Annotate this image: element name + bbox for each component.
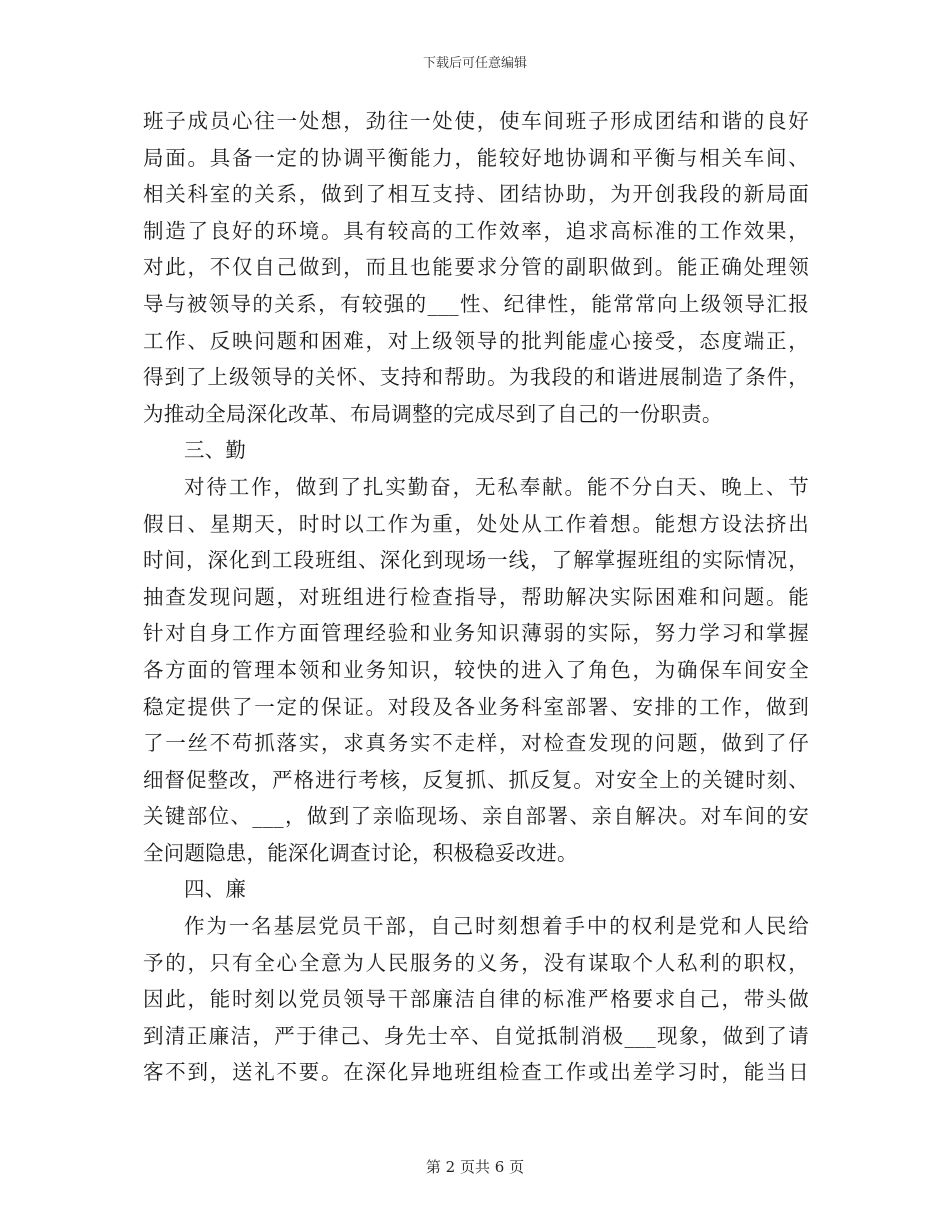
body-line: 了一丝不苟抓落实，求真务实不走样，对检查发现的问题，做到了仔 (143, 731, 809, 756)
body-line: 全问题隐患，能深化调查讨论，积极稳妥改进。 (143, 840, 578, 865)
body-line: 制造了良好的环境。具有较高的工作效率，追求高标准的工作效果， (143, 218, 809, 243)
section-heading-qin: 三、勤 (184, 438, 247, 463)
body-line: 作为一名基层党员干部，自己时刻想着手中的权利是党和人民给 (184, 914, 809, 939)
document-body (143, 103, 809, 1091)
body-line: 假日、星期天，时时以工作为重，处处从工作着想。能想方设法挤出 (143, 511, 809, 536)
body-line: 客不到，送礼不要。在深化异地班组检查工作或出差学习时，能当日 (143, 1060, 809, 1085)
body-line: 关键部位、___，做到了亲临现场、亲自部署、亲自解决。对车间的安 (143, 804, 809, 829)
body-line: 抽查发现问题，对班组进行检查指导，帮助解决实际困难和问题。能 (143, 584, 809, 609)
body-line: 各方面的管理本领和业务知识，较快的进入了角色，为确保车间安全 (143, 657, 809, 682)
body-line: 稳定提供了一定的保证。对段及各业务科室部署、安排的工作，做到 (143, 694, 809, 719)
body-line: 到清正廉洁，严于律己、身先士卒、自觉抵制消极___现象，做到了请 (143, 1023, 809, 1048)
body-line: 相关科室的关系，做到了相互支持、团结协助，为开创我段的新局面 (143, 182, 809, 207)
body-line: 对待工作，做到了扎实勤奋，无私奉献。能不分白天、晚上、节 (184, 474, 809, 499)
body-line: 因此，能时刻以党员领导干部廉洁自律的标准严格要求自己，带头做 (143, 987, 809, 1012)
body-line: 时间，深化到工段班组、深化到现场一线，了解掌握班组的实际情况， (143, 548, 809, 573)
body-line: 得到了上级领导的关怀、支持和帮助。为我段的和谐进展制造了条件， (143, 365, 809, 390)
body-line: 导与被领导的关系，有较强的___性、纪律性，能常常向上级领导汇报 (143, 291, 809, 316)
body-line: 班子成员心往一处想，劲往一处使，使车间班子形成团结和谐的良好 (143, 109, 809, 133)
body-line: 予的，只有全心全意为人民服务的义务，没有谋取个人私利的职权， (143, 950, 809, 975)
body-line: 针对自身工作方面管理经验和业务知识薄弱的实际，努力学习和掌握 (143, 621, 809, 646)
body-line: 工作、反映问题和困难，对上级领导的批判能虚心接受，态度端正， (143, 328, 809, 353)
section-heading-lian: 四、廉 (184, 877, 247, 902)
body-line: 为推动全局深化改革、布局调整的完成尽到了自己的一份职责。 (143, 401, 723, 426)
body-line: 对此，不仅自己做到，而且也能要求分管的副职做到。能正确处理领 (143, 255, 809, 280)
page-footer: 第 2 页共 6 页 (425, 1158, 525, 1176)
body-line: 细督促整改，严格进行考核，反复抓、抓反复。对安全上的关键时刻、 (143, 767, 809, 792)
body-line: 局面。具备一定的协调平衡能力，能较好地协调和平衡与相关车间、 (143, 145, 809, 170)
page-header: 下载后可任意编辑 (422, 56, 527, 71)
